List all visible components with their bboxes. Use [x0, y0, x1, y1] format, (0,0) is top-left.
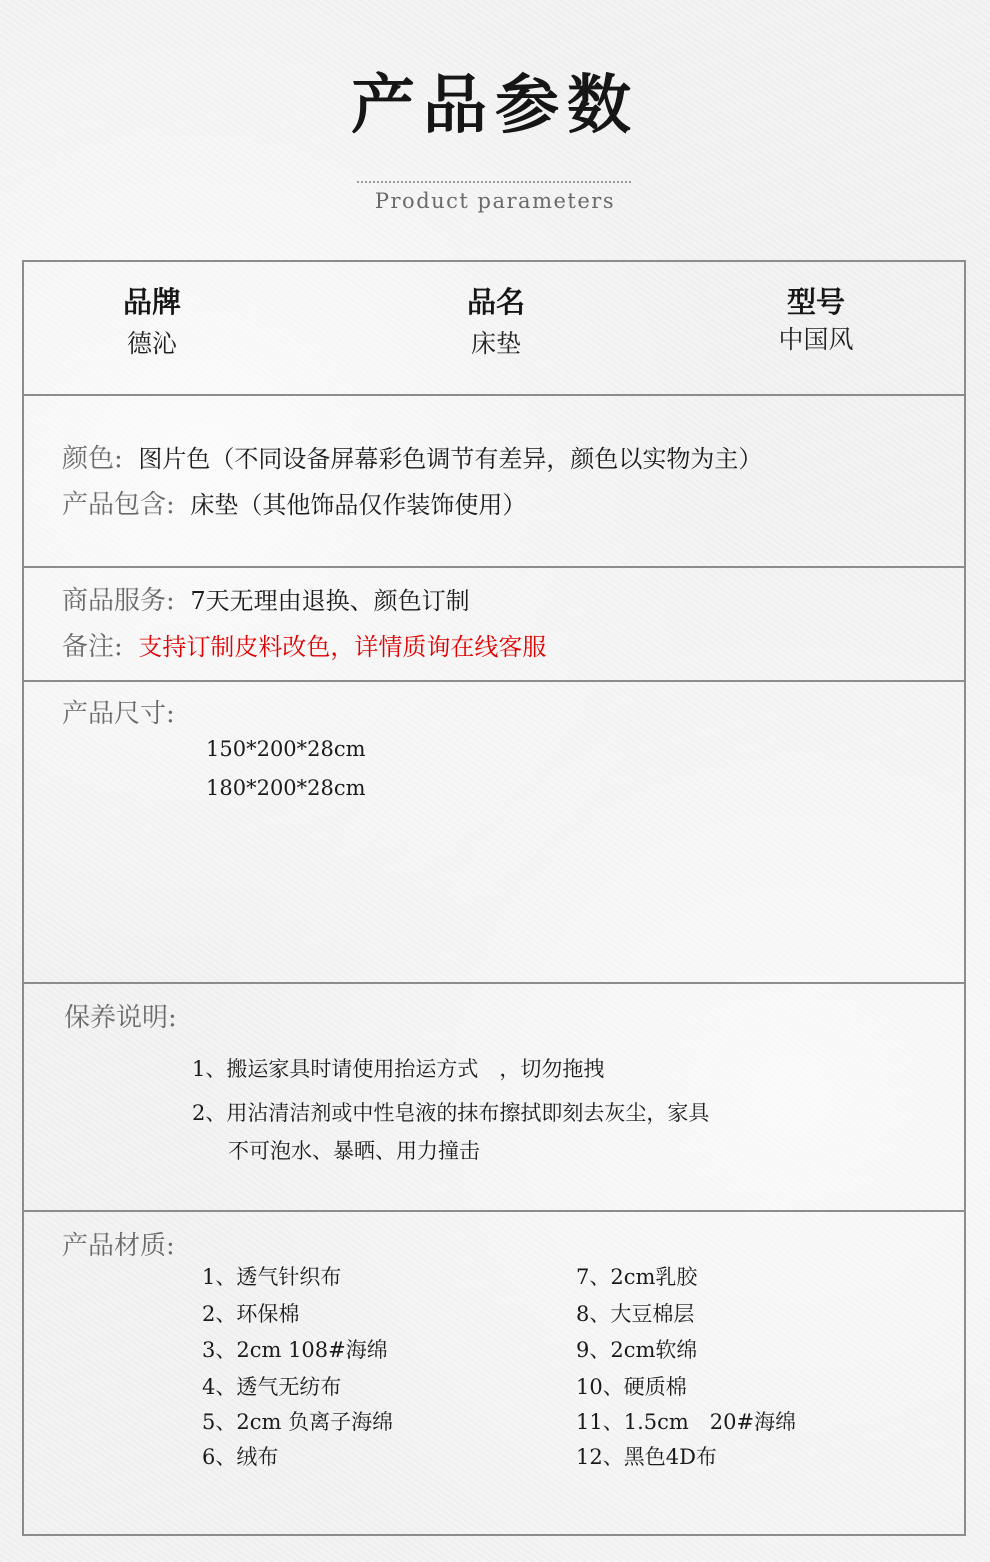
material-item: 8、大豆棉层	[576, 1302, 695, 1326]
includes-row	[62, 488, 526, 522]
parameters-table	[22, 260, 966, 1536]
size-item: 150*200*28cm	[206, 737, 366, 761]
material-item: 4、透气无纺布	[202, 1375, 342, 1399]
material-label: 产品材质:	[62, 1231, 175, 1261]
material-item: 6、绒布	[202, 1445, 279, 1469]
material-item: 12、黑色4D布	[576, 1445, 717, 1469]
material-item: 7、2cm乳胶	[576, 1265, 698, 1289]
divider	[24, 1210, 964, 1212]
brand-cell	[52, 282, 252, 362]
care-label: 保养说明:	[64, 1003, 177, 1033]
note-value: 支持订制皮料改色，详情质询在线客服	[138, 633, 547, 661]
note-row	[62, 630, 546, 664]
includes-label: 产品包含:	[62, 490, 175, 520]
name-cell	[396, 282, 596, 362]
title-divider	[357, 181, 631, 183]
size-item: 180*200*28cm	[206, 776, 366, 800]
model-value: 中国风	[778, 325, 854, 354]
note-label: 备注:	[62, 632, 123, 662]
service-row	[62, 584, 470, 618]
care-item: 2、用沾清洁剂或中性皂液的抹布擦拭即刻去灰尘，家具	[192, 1101, 710, 1125]
brand-label: 品牌	[122, 285, 181, 319]
model-label: 型号	[786, 285, 845, 319]
divider	[24, 566, 964, 568]
divider	[24, 982, 964, 984]
service-label: 商品服务:	[62, 586, 175, 616]
divider	[24, 394, 964, 396]
size-label: 产品尺寸:	[62, 699, 175, 729]
color-row	[62, 442, 762, 476]
material-item: 10、硬质棉	[576, 1375, 687, 1399]
material-item: 11、1.5cm 20#海绵	[576, 1410, 797, 1434]
material-item: 5、2cm 负离子海绵	[202, 1410, 394, 1434]
name-value: 床垫	[470, 329, 521, 358]
includes-value: 床垫（其他饰品仅作装饰使用）	[190, 491, 527, 519]
care-item: 1、搬运家具时请使用抬运方式 ，切勿拖拽	[192, 1057, 605, 1081]
name-label: 品名	[466, 285, 525, 319]
material-item: 3、2cm 108#海绵	[202, 1338, 388, 1362]
service-value: 7天无理由退换、颜色订制	[190, 587, 470, 615]
page-title: 产品参数	[351, 68, 639, 143]
material-item: 9、2cm软绵	[576, 1338, 698, 1362]
divider	[24, 680, 964, 682]
page-subtitle: Product parameters	[374, 189, 616, 213]
material-item: 1、透气针织布	[202, 1265, 342, 1289]
model-cell	[716, 282, 916, 358]
brand-value: 德沁	[126, 329, 177, 358]
care-item: 不可泡水、暴晒、用力撞击	[228, 1139, 480, 1163]
color-value: 图片色（不同设备屏幕彩色调节有差异，颜色以实物为主）	[138, 445, 763, 473]
color-label: 颜色:	[62, 444, 123, 474]
material-item: 2、环保棉	[202, 1302, 300, 1326]
